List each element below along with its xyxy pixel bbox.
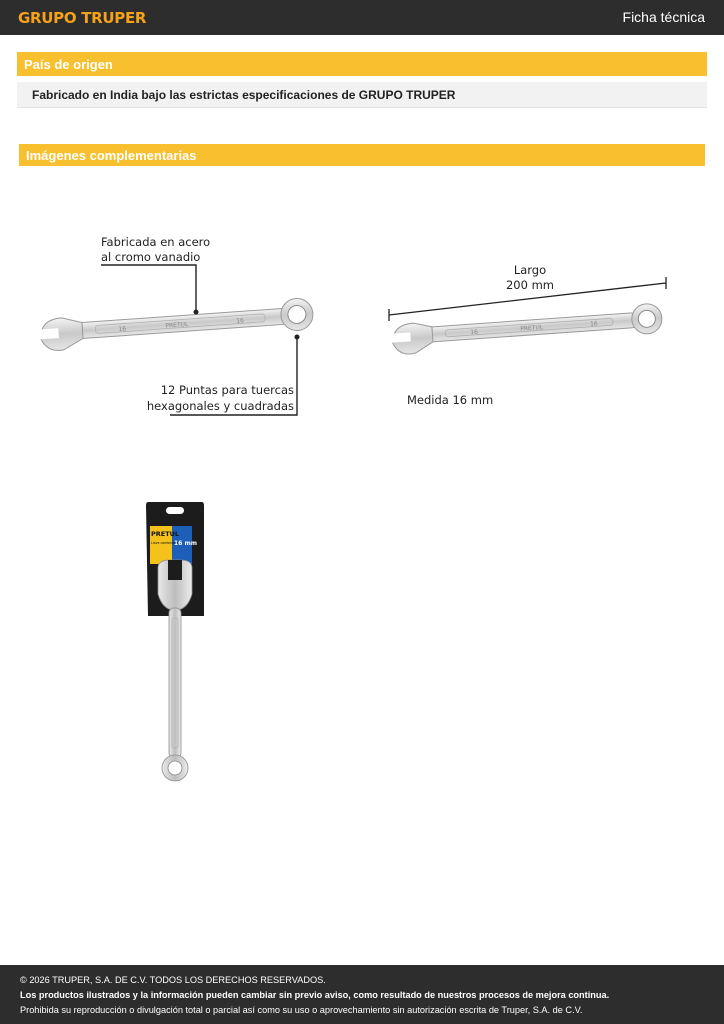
points-leader-dot xyxy=(295,335,300,340)
document-type: Ficha técnica xyxy=(622,9,705,25)
page-footer xyxy=(0,965,724,1024)
images-section-header xyxy=(19,144,705,166)
origin-info xyxy=(17,82,707,108)
images-section-title: Imágenes complementarias xyxy=(26,148,197,163)
origin-section-header xyxy=(17,52,707,76)
brand-logo: GRUPO TRUPER xyxy=(18,9,147,27)
package-brand: PRETUL xyxy=(151,530,180,538)
footer-prohibition: Prohibida su reproducción o divulgación total o parcial así como su uso o aprovechamiento sin autorización escrita de Truper, S.A. de C.V. xyxy=(20,1005,583,1015)
wrench-right-size-b: 16 xyxy=(589,320,598,328)
package-wrench-shank xyxy=(169,608,181,758)
page-header xyxy=(0,0,724,35)
size-label: Medida 16 mm xyxy=(407,393,494,407)
material-leader-dot xyxy=(194,310,199,315)
length-label: Largo xyxy=(513,263,547,277)
wrench-left-size-b: 16 xyxy=(235,317,245,325)
footer-notice: Los productos ilustrados y la información pueden cambiar sin previo aviso, como resultado de nuestros procesos de mejora continua. xyxy=(20,990,610,1000)
wrench-right-brand: PRETUL xyxy=(520,324,544,333)
material-leader-line xyxy=(101,265,196,310)
wrench-illustrations xyxy=(0,220,724,420)
points-label-line2: hexagonales y cuadradas xyxy=(146,399,294,413)
wrench-left-brand: PRETUL xyxy=(165,321,189,330)
length-value: 200 mm xyxy=(505,278,555,292)
package-product: Llave combinada xyxy=(151,541,179,545)
origin-section-title: País de origen xyxy=(24,57,113,72)
package-size: 16 mm xyxy=(174,540,197,547)
origin-text: Fabricado en India bajo las estrictas especificaciones de GRUPO TRUPER xyxy=(32,88,456,102)
material-label-line1: Fabricada en acero xyxy=(101,235,211,249)
package-hang-hole xyxy=(166,507,184,514)
wrench-right-size-a: 16 xyxy=(470,328,479,337)
packaged-wrench-image xyxy=(140,498,210,788)
wrench-left xyxy=(35,297,314,351)
points-label-line1: 12 Puntas para tuercas xyxy=(160,383,294,397)
material-label-line2: al cromo vanadio xyxy=(101,250,201,264)
wrench-left-size-a: 16 xyxy=(118,325,127,333)
footer-copyright: © 2026 TRUPER, S.A. DE C.V. TODOS LOS DERECHOS RESERVADOS. xyxy=(20,975,326,985)
